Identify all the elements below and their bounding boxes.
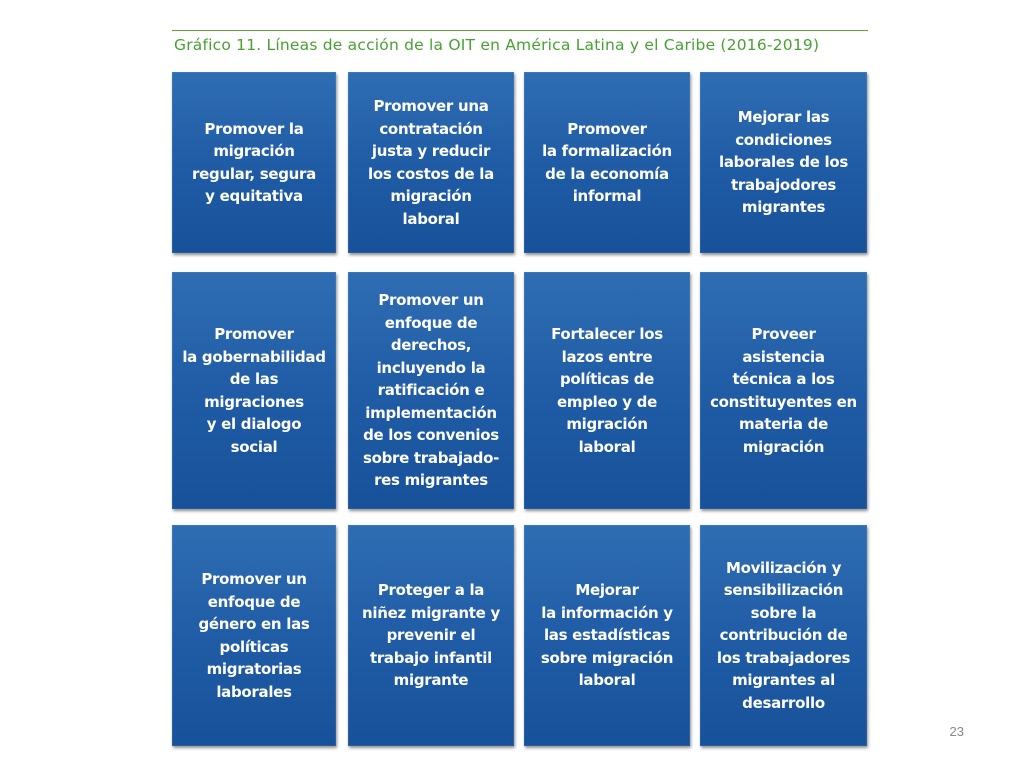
tile-label: Promover la migración regular, segura y equitativa [192, 119, 316, 205]
tile-movilizacion [700, 525, 867, 746]
page-number: 23 [949, 724, 964, 739]
tile-label: Promover un enfoque de género en las políticas migratorias laborales [198, 570, 310, 701]
tile-label: Movilización y sensibilización sobre la contribución de los trabajadores migrantes al desarrollo [716, 558, 851, 712]
tile-condiciones-laborales [700, 72, 867, 253]
tile-label: Mejorar las condiciones laborales de los trabajodores migrantes [719, 108, 848, 217]
tile-asistencia-tecnica [700, 272, 867, 509]
tile-label: Promover la gobernabilidad de las migraciones y el dialogo social [182, 325, 326, 456]
tile-label: Fortalecer los lazos entre políticas de empleo y de migración laboral [551, 325, 663, 456]
tile-gobernabilidad [172, 272, 336, 509]
tile-label: Proveer asistencia técnica a los constituyentes en materia de migración [710, 325, 857, 456]
tile-ninez-migrante [348, 525, 514, 746]
tile-label: Promover una contratación justa y reducir los costos de la migración laboral [368, 97, 494, 228]
title-rule [172, 30, 868, 31]
tile-contratacion-justa [348, 72, 514, 253]
action-lines-grid [172, 72, 868, 746]
figure-title: Gráfico 11. Líneas de acción de la OIT en América Latina y el Caribe (2016-2019) [174, 36, 820, 54]
tile-label: Promover un enfoque de derechos, incluyendo la ratificación e implementación de los convenios sobre trabajado- res migrantes [362, 291, 500, 490]
tile-label: Proteger a la niñez migrante y prevenir el trabajo infantil migrante [362, 581, 500, 690]
tile-label: Promover la formalización de la economía informal [542, 119, 672, 205]
tile-enfoque-derechos [348, 272, 514, 509]
tile-politicas-empleo [524, 272, 690, 509]
tile-label: Mejorar la información y las estadísticas sobre migración laboral [540, 581, 674, 690]
tile-enfoque-genero [172, 525, 336, 746]
tile-migracion-regular [172, 72, 336, 253]
tile-formalizacion [524, 72, 690, 253]
tile-informacion-estadisticas [524, 525, 690, 746]
